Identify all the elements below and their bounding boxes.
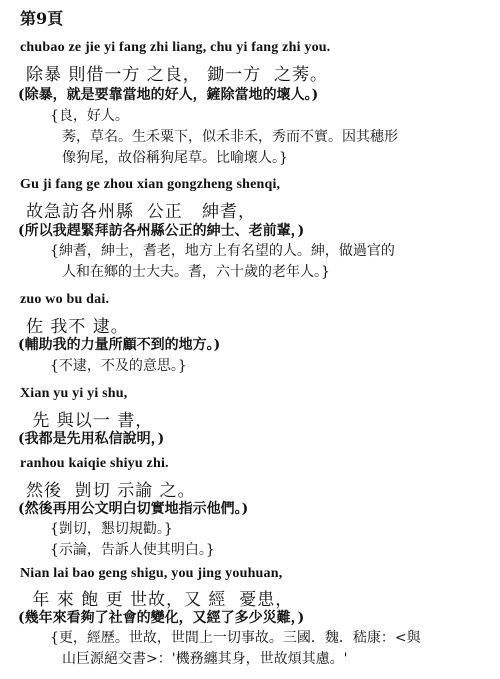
translation-line: (然後再用公文明白切實地指示他們。) <box>18 501 249 517</box>
note-line: {示論，告訴人使其明白。} <box>50 542 215 558</box>
pinyin-line: Xian yu yi yi shu, <box>20 386 128 401</box>
note-line: {良，好人。 <box>50 108 129 124</box>
pinyin-line: Nian lai bao geng shigu, you jing youhuan, <box>20 566 283 581</box>
pinyin-line: zuo wo bu dai. <box>20 292 110 307</box>
translation-line: (我都是先用私信說明，) <box>18 431 165 447</box>
translation-line: (輔助我的力量所顧不到的地方。) <box>18 337 221 353</box>
note-line: 人和在鄉的士大夫。耆，六十歲的老年人。} <box>62 264 330 280</box>
translation-line: (所以我趕緊拜訪各州縣公正的紳士、老前輩，) <box>18 223 305 239</box>
note-line: {紳耆，紳士，耆老，地方上有名望的人。紳，做過官的 <box>50 243 395 259</box>
note-line: 像狗尾，故俗稱狗尾草。比喻壞人。} <box>62 150 288 166</box>
translation-line: (幾年來看夠了社會的變化，又經了多少災難，) <box>18 610 305 626</box>
note-line: 莠，草名。生禾粟下，似禾非禾，秀而不實。因其穗形 <box>62 129 398 145</box>
chinese-text-line: 然後 剴切 示諭 之。 <box>26 481 196 501</box>
note-line: {剴切，懇切規勸。} <box>50 521 173 537</box>
note-line: {不逮，不及的意思。} <box>50 358 187 374</box>
pinyin-line: Gu ji fang ge zhou xian gongzheng shenqi, <box>20 177 281 192</box>
note-line: 山巨源絕交書>：'機務纏其身，世故煩其慮。' <box>62 651 348 667</box>
chinese-text-line: 年 來 飽 更 世故，又 經 憂患， <box>26 590 294 610</box>
pinyin-line: ranhou kaiqie shiyu zhi. <box>20 456 169 471</box>
translation-line: (除暴，就是要靠當地的好人，鏟除當地的壞人。) <box>18 87 319 103</box>
chinese-text-line: 故急訪各州縣 公正 紳耆， <box>26 202 257 222</box>
pinyin-line: chubao ze jie yi fang zhi liang, chu yi fang zhi you. <box>20 40 331 55</box>
note-line: {更，經歷。世故，世間上一切事故。三國．魏．嵇康：<與 <box>50 630 421 646</box>
chinese-text-line: 除暴 則借一方 之良， 鋤一方 之莠。 <box>26 65 329 85</box>
chinese-text-line: 先 與以一 書， <box>26 411 154 431</box>
chinese-text-line: 佐 我不 逮。 <box>26 317 129 337</box>
page-number: 第9頁 <box>20 9 64 28</box>
